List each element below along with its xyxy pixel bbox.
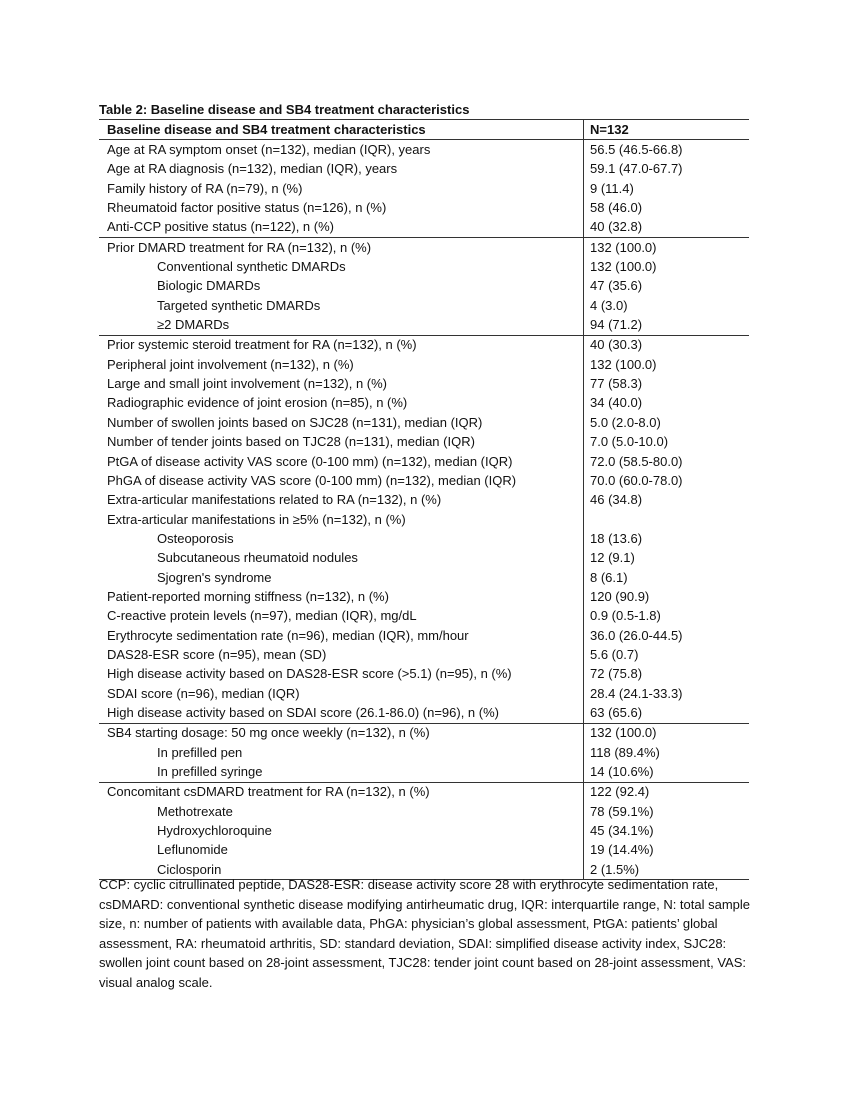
row-label: High disease activity based on SDAI score (26.1-86.0) (n=96), n (%) <box>107 704 499 720</box>
row-label: Radiographic evidence of joint erosion (n=85), n (%) <box>107 395 408 411</box>
row-value: 94 (71.2) <box>584 315 750 335</box>
table-row <box>99 413 749 432</box>
row-label: In prefilled syringe <box>157 764 263 780</box>
row-label: Sjogren's syndrome <box>157 569 272 585</box>
row-label: Number of tender joints based on TJC28 (n=131), median (IQR) <box>107 434 475 450</box>
table-row <box>99 471 749 490</box>
row-value: 9 (11.4) <box>584 179 750 198</box>
row-label: Age at RA diagnosis (n=132), median (IQR), years <box>107 161 398 177</box>
table-caption: Table 2: Baseline disease and SB4 treatment characteristics <box>99 102 470 117</box>
row-label: Patient-reported morning stiffness (n=132), n (%) <box>107 588 389 604</box>
row-value: 72.0 (58.5-80.0) <box>584 452 750 471</box>
table-row <box>99 315 749 335</box>
row-label: Prior DMARD treatment for RA (n=132), n (%) <box>99 238 584 258</box>
row-label: Methotrexate <box>157 803 233 819</box>
table-row <box>99 238 749 258</box>
row-label: Osteoporosis <box>157 530 234 546</box>
row-value: 14 (10.6%) <box>584 762 750 782</box>
table-row <box>99 782 749 802</box>
row-label: Targeted synthetic DMARDs <box>157 297 321 313</box>
table-row <box>99 179 749 198</box>
row-label: Concomitant csDMARD treatment for RA (n=132), n (%) <box>99 782 584 802</box>
header-value: N=132 <box>584 120 750 140</box>
table-row <box>99 510 749 529</box>
table-row <box>99 802 749 821</box>
table-row <box>99 529 749 548</box>
row-value: 118 (89.4%) <box>584 743 750 762</box>
table-row <box>99 607 749 626</box>
table-row <box>99 160 749 179</box>
table-row <box>99 452 749 471</box>
row-label: Anti-CCP positive status (n=122), n (%) <box>107 219 334 235</box>
row-value: 58 (46.0) <box>584 198 750 217</box>
row-value: 132 (100.0) <box>584 238 750 258</box>
table-row <box>99 277 749 296</box>
row-value: 28.4 (24.1-33.3) <box>584 684 750 703</box>
table-row <box>99 743 749 762</box>
row-value: 7.0 (5.0-10.0) <box>584 433 750 452</box>
table-row <box>99 587 749 606</box>
row-label: Rheumatoid factor positive status (n=126), n (%) <box>107 200 387 216</box>
table-row <box>99 355 749 374</box>
table-row <box>99 665 749 684</box>
row-value: 72 (75.8) <box>584 665 750 684</box>
table-row <box>99 645 749 664</box>
row-value: 45 (34.1%) <box>584 821 750 840</box>
row-label: PhGA of disease activity VAS score (0-100 mm) (n=132), median (IQR) <box>107 472 517 488</box>
row-label: Extra-articular manifestations related to RA (n=132), n (%) <box>107 492 442 508</box>
row-value: 132 (100.0) <box>584 257 750 276</box>
row-value: 2 (1.5%) <box>584 860 750 880</box>
row-value: 0.9 (0.5-1.8) <box>584 607 750 626</box>
row-label: SB4 starting dosage: 50 mg once weekly (n=132), n (%) <box>99 723 584 743</box>
row-label: In prefilled pen <box>157 744 243 760</box>
header-label: Baseline disease and SB4 treatment characteristics <box>99 120 584 140</box>
row-value: 40 (30.3) <box>584 335 750 355</box>
table-row <box>99 491 749 510</box>
table-row <box>99 723 749 743</box>
table-row <box>99 549 749 568</box>
table-row <box>99 703 749 723</box>
row-value: 8 (6.1) <box>584 568 750 587</box>
table-row <box>99 762 749 782</box>
table-row <box>99 821 749 840</box>
row-label: Prior systemic steroid treatment for RA (n=132), n (%) <box>99 335 584 355</box>
row-value: 34 (40.0) <box>584 394 750 413</box>
row-value: 5.0 (2.0-8.0) <box>584 413 750 432</box>
row-value: 19 (14.4%) <box>584 841 750 860</box>
table-row <box>99 568 749 587</box>
row-value: 4 (3.0) <box>584 296 750 315</box>
table-row <box>99 198 749 217</box>
row-label: Leflunomide <box>157 842 228 858</box>
row-value: 18 (13.6) <box>584 529 750 548</box>
row-label: High disease activity based on DAS28-ESR score (>5.1) (n=95), n (%) <box>107 666 512 682</box>
row-value: 12 (9.1) <box>584 549 750 568</box>
row-label: Erythrocyte sedimentation rate (n=96), median (IQR), mm/hour <box>107 627 469 643</box>
characteristics-table <box>99 119 749 880</box>
row-value: 78 (59.1%) <box>584 802 750 821</box>
row-label: Extra-articular manifestations in ≥5% (n=132), n (%) <box>107 511 406 527</box>
row-label: Ciclosporin <box>99 860 584 880</box>
row-label: Conventional synthetic DMARDs <box>157 259 346 275</box>
row-value: 70.0 (60.0-78.0) <box>584 471 750 490</box>
row-value: 47 (35.6) <box>584 277 750 296</box>
row-value: 59.1 (47.0-67.7) <box>584 160 750 179</box>
row-label: Number of swollen joints based on SJC28 (n=131), median (IQR) <box>107 414 483 430</box>
table-row <box>99 841 749 860</box>
row-label: C-reactive protein levels (n=97), median (IQR), mg/dL <box>107 608 417 624</box>
row-label: Hydroxychloroquine <box>157 823 272 839</box>
row-value: 77 (58.3) <box>584 374 750 393</box>
row-value: 132 (100.0) <box>584 355 750 374</box>
table-row <box>99 433 749 452</box>
table-row <box>99 626 749 645</box>
table-row <box>99 218 749 238</box>
row-value: 122 (92.4) <box>584 782 750 802</box>
row-value: 5.6 (0.7) <box>584 645 750 664</box>
table-row <box>99 374 749 393</box>
row-value: 36.0 (26.0-44.5) <box>584 626 750 645</box>
table-row <box>99 335 749 355</box>
row-value: 40 (32.8) <box>584 218 750 238</box>
row-label: PtGA of disease activity VAS score (0-100 mm) (n=132), median (IQR) <box>107 453 513 469</box>
table-row <box>99 394 749 413</box>
table-footnote: CCP: cyclic citrullinated peptide, DAS28-ESR: disease activity score 28 with erythrocyte sedimentation rate, csDMARD: conventional synthetic disease modifying antirheumatic drug, IQR: interquartile range, N: total sample size, n: number of patients with available data, PhGA: physician’s global assessment, PtGA: patients’ global assessment, RA: rheumatoid arthritis, SD: standard deviation, SDAI: simplified disease activity index, SJC28: swollen joint count based on 28-joint assessment, TJC28: tender joint count based on 28-joint assessment, VAS: visual analog scale. <box>99 877 751 990</box>
table-row <box>99 140 749 160</box>
row-label: Large and small joint involvement (n=132), n (%) <box>107 376 388 392</box>
row-value: 132 (100.0) <box>584 723 750 743</box>
row-label: DAS28-ESR score (n=95), mean (SD) <box>107 646 327 662</box>
row-label: SDAI score (n=96), median (IQR) <box>107 685 300 701</box>
row-label: Peripheral joint involvement (n=132), n (%) <box>107 356 354 372</box>
row-value: 46 (34.8) <box>584 491 750 510</box>
row-label: Subcutaneous rheumatoid nodules <box>157 550 358 566</box>
table-row <box>99 257 749 276</box>
row-value: 120 (90.9) <box>584 587 750 606</box>
table-row <box>99 684 749 703</box>
row-label: ≥2 DMARDs <box>157 317 230 333</box>
row-label: Biologic DMARDs <box>157 278 261 294</box>
row-label: Family history of RA (n=79), n (%) <box>107 180 303 196</box>
row-label: Age at RA symptom onset (n=132), median (IQR), years <box>99 140 584 160</box>
table-row <box>99 296 749 315</box>
row-value: 63 (65.6) <box>584 703 750 723</box>
table-header-row <box>99 120 749 140</box>
row-value: 56.5 (46.5-66.8) <box>584 140 750 160</box>
row-value <box>584 510 750 529</box>
